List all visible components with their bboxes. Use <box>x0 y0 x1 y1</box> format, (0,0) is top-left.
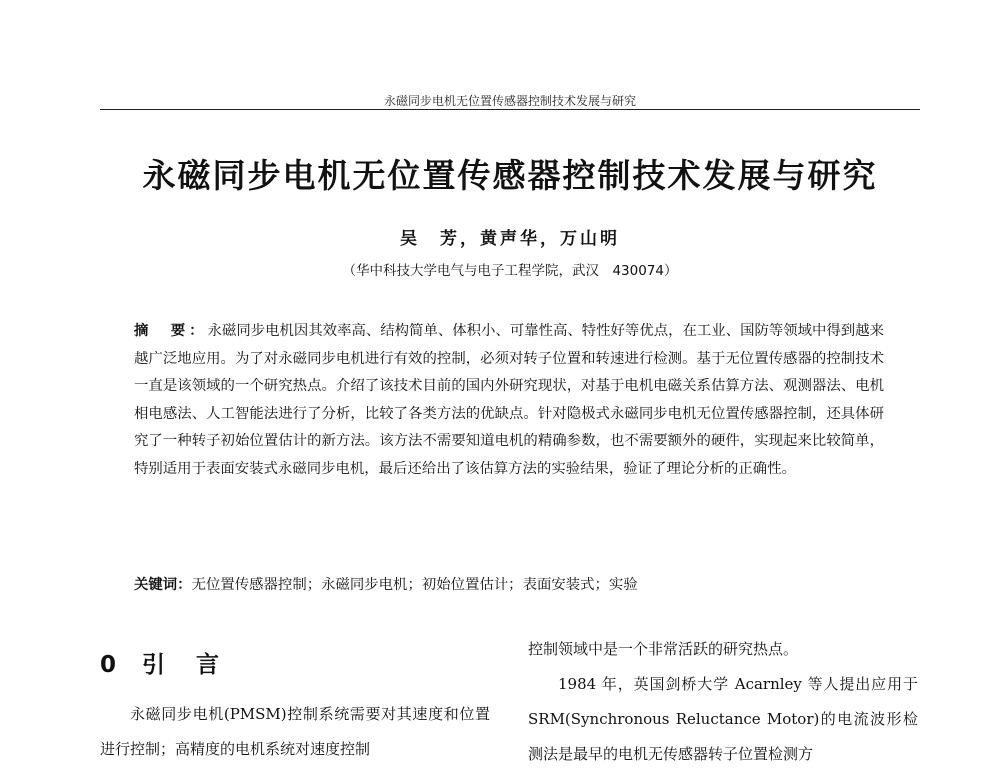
abstract-label: 摘 要： <box>134 323 208 339</box>
paper-authors: 吴 芳，黄声华，万山明 <box>400 229 620 249</box>
running-header: 永磁同步电机无位置传感器控制技术发展与研究 <box>383 94 636 108</box>
header-rule <box>100 109 920 110</box>
abstract-text: 永磁同步电机因其效率高、结构简单、体积小、可靠性高、特性好等优点，在工业、国防等领域中得到越来越广泛地应用。为了对永磁同步电机进行有效的控制，必须对转子位置和转速进行检测。基于无位置传感器的控制技术一直是该领域的一个研究热点。介绍了该技术目前的国内外研究现状，对基于电机电磁关系估算方法、观测器法、电机相电感法、人工智能法进行了分析，比较了各类方法的优缺点。针对隐极式永磁同步电机无位置传感器控制，还具体研究了一种转子初始位置估计的新方法。该方法不需要知道电机的精确参数，也不需要额外的硬件，实现起来比较简单，特别适用于表面安装式永磁同步电机，最后还给出了该估算方法的实验结果，验证了理论分析的正确性。 <box>134 323 884 477</box>
section-number: 0 <box>100 652 121 678</box>
paper-affiliation: （华中科技大学电气与电子工程学院，武汉 430074） <box>342 263 678 279</box>
keywords-label: 关键词： <box>134 577 192 593</box>
body-paragraph: 1984 年，英国剑桥大学 Acarnley 等人提出应用于 SRM(Synchronous Reluctance Motor)的电流波形检测法是最早的电机无传感器转子位置检测方 <box>528 675 918 763</box>
keywords <box>134 572 884 599</box>
section-heading <box>100 646 223 679</box>
section-title: 引 言 <box>142 652 224 678</box>
body-column-left <box>100 697 490 767</box>
abstract <box>134 318 884 484</box>
body-column-right <box>528 632 918 772</box>
body-paragraph: 永磁同步电机(PMSM)控制系统需要对其速度和位置进行控制；高精度的电机系统对速度控制 <box>100 705 490 758</box>
body-paragraph-continuation: 控制领域中是一个非常活跃的研究热点。 <box>528 640 799 658</box>
paper-title: 永磁同步电机无位置传感器控制技术发展与研究 <box>142 156 878 195</box>
keywords-text: 无位置传感器控制；永磁同步电机；初始位置估计；表面安装式；实验 <box>191 577 638 593</box>
